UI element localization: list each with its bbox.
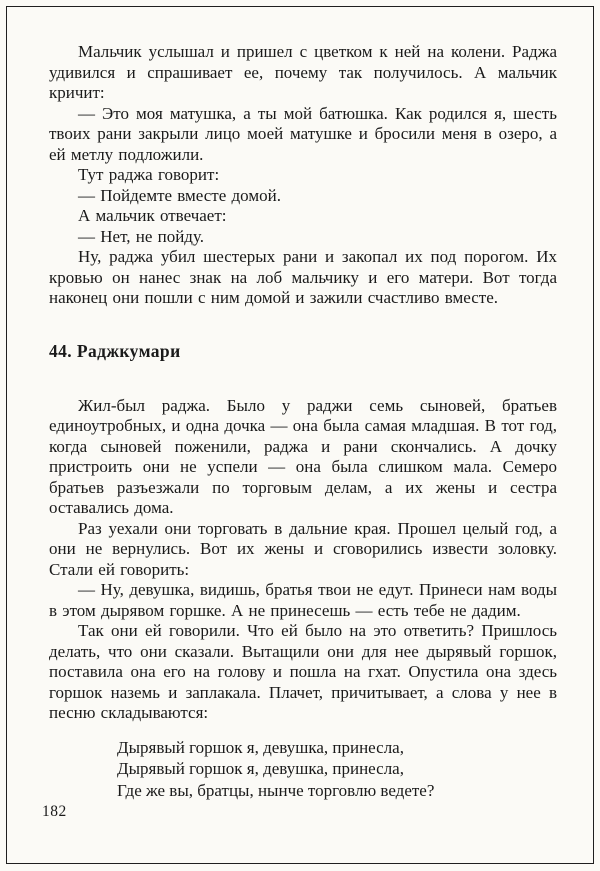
verse-line: Дырявый горшок я, девушка, принесла,: [117, 737, 404, 757]
paragraph: Ну, раджа убил шестерых рани и закопал их под порогом. Их кровью он нанес знак на лоб мальчику и его матери. Вот тогда наконец они пошли с ним домой и зажили счастливо вместе.: [49, 247, 557, 307]
page-content: [49, 42, 557, 802]
dialogue-paragraph: — Это моя матушка, а ты мой батюшка. Как родился я, шесть твоих рани закрыли лицо моей матушке и бросили меня в озеро, а ей метлу подложили.: [49, 103, 557, 164]
dialogue-paragraph: — Нет, не пойду.: [78, 226, 205, 246]
verse-block: [117, 737, 557, 802]
paragraph: Так они ей говорили. Что ей было на это ответить? Пришлось делать, что они сказали. Вытащили они для нее дырявый горшок, поставила она его на голову и пошла на гхат. Опустила она здесь горшок наземь и заплакала. Плачет, причитывает, а слова у нее в песню складываются:: [49, 621, 557, 722]
paragraph: Раз уехали они торговать в дальние края. Прошел целый год, а они не вернулись. Вот их жены и сговорились извести золовку. Стали ей говорить:: [49, 518, 557, 579]
paragraph: А мальчик отвечает:: [78, 206, 227, 225]
dialogue-paragraph: — Ну, девушка, видишь, братья твои не едут. Принеси нам воды в этом дырявом горшке. А не принесешь — есть тебе не дадим.: [49, 580, 557, 620]
page-number: 182: [42, 803, 67, 820]
paragraph: Жил-был раджа. Было у раджи семь сыновей, братьев единоутробных, и одна дочка — она была самая младшая. В тот год, когда сыновей поженили, раджа и рани скончались. А дочку пристроить они не успели — она была слишком мала. Семеро братьев разъезжали по торговым делам, а их жены и сестра оставались дома.: [49, 395, 557, 517]
paragraph: Мальчик услышал и пришел с цветком к ней на колени. Раджа удивился и спрашивает ее, почему так получилось. А мальчик кричит:: [49, 42, 557, 102]
story-heading: 44. Раджкумари: [49, 340, 181, 361]
dialogue-paragraph: — Пойдемте вместе домой.: [78, 185, 281, 205]
paragraph: Тут раджа говорит:: [78, 165, 220, 184]
verse-line: Дырявый горшок я, девушка, принесла,: [117, 759, 404, 779]
verse-line: Где же вы, братцы, нынче торговлю ведете?: [117, 781, 435, 801]
